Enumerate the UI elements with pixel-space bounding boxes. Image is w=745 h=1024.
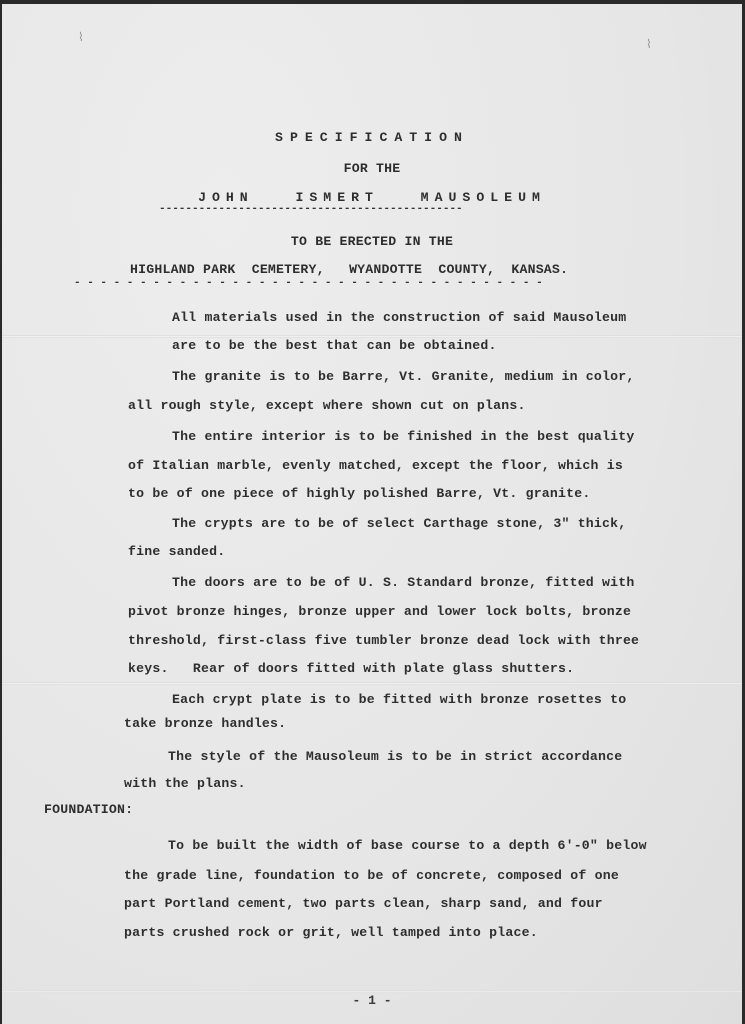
paragraph-line: are to be the best that can be obtained. bbox=[172, 338, 497, 353]
subtitle-erected: TO BE ERECTED IN THE bbox=[290, 234, 454, 249]
paragraph-line: keys. Rear of doors fitted with plate glass shutters. bbox=[128, 661, 575, 676]
paragraph-line: All materials used in the construction of said Mausoleum bbox=[172, 310, 627, 325]
location-line: HIGHLAND PARK CEMETERY, WYANDOTTE COUNTY, KANSAS. bbox=[130, 262, 569, 277]
section-heading-foundation: FOUNDATION: bbox=[44, 802, 134, 817]
paragraph-line: fine sanded. bbox=[128, 544, 226, 559]
paragraph-line: to be of one piece of highly polished Barre, Vt. granite. bbox=[128, 486, 591, 501]
fold-line bbox=[2, 682, 742, 685]
subtitle-for-the: FOR THE bbox=[343, 161, 401, 176]
mausoleum-name: JOHN ISMERT MAUSOLEUM bbox=[198, 190, 546, 205]
paragraph-line: The crypts are to be of select Carthage stone, 3" thick, bbox=[172, 516, 627, 531]
foundation-line: To be built the width of base course to a depth 6'-0" below bbox=[168, 838, 647, 853]
page-number: - 1 - bbox=[352, 993, 392, 1008]
paragraph-line: threshold, first-class five tumbler bronze dead lock with three bbox=[128, 633, 640, 648]
foundation-line: the grade line, foundation to be of concrete, composed of one bbox=[124, 868, 619, 883]
paragraph-line: with the plans. bbox=[124, 776, 246, 791]
foundation-line: parts crushed rock or grit, well tamped into place. bbox=[124, 925, 538, 940]
paragraph-line: The granite is to be Barre, Vt. Granite, medium in color, bbox=[172, 369, 635, 384]
staple-mark: ⌇ bbox=[78, 31, 84, 45]
paragraph-line: The entire interior is to be finished in the best quality bbox=[172, 429, 635, 444]
staple-mark: ⌇ bbox=[646, 38, 652, 52]
paragraph-line: take bronze handles. bbox=[124, 716, 287, 731]
document-title: SPECIFICATION bbox=[275, 130, 469, 145]
paragraph-line: pivot bronze hinges, bronze upper and lower lock bolts, bronze bbox=[128, 604, 632, 619]
dashed-rule: - - - - - - - - - - - - - - - - - - - - - - - - - - - - - - - - - - - - bbox=[74, 277, 543, 289]
dashed-rule: ---------------------------------------------- bbox=[159, 203, 463, 215]
paragraph-line: all rough style, except where shown cut on plans. bbox=[128, 398, 526, 413]
paragraph-line: The style of the Mausoleum is to be in strict accordance bbox=[168, 749, 623, 764]
paragraph-line: Each crypt plate is to be fitted with bronze rosettes to bbox=[172, 692, 627, 707]
document-page bbox=[2, 4, 742, 1024]
foundation-line: part Portland cement, two parts clean, sharp sand, and four bbox=[124, 896, 603, 911]
paragraph-line: The doors are to be of U. S. Standard bronze, fitted with bbox=[172, 575, 635, 590]
paragraph-line: of Italian marble, evenly matched, except the floor, which is bbox=[128, 458, 623, 473]
